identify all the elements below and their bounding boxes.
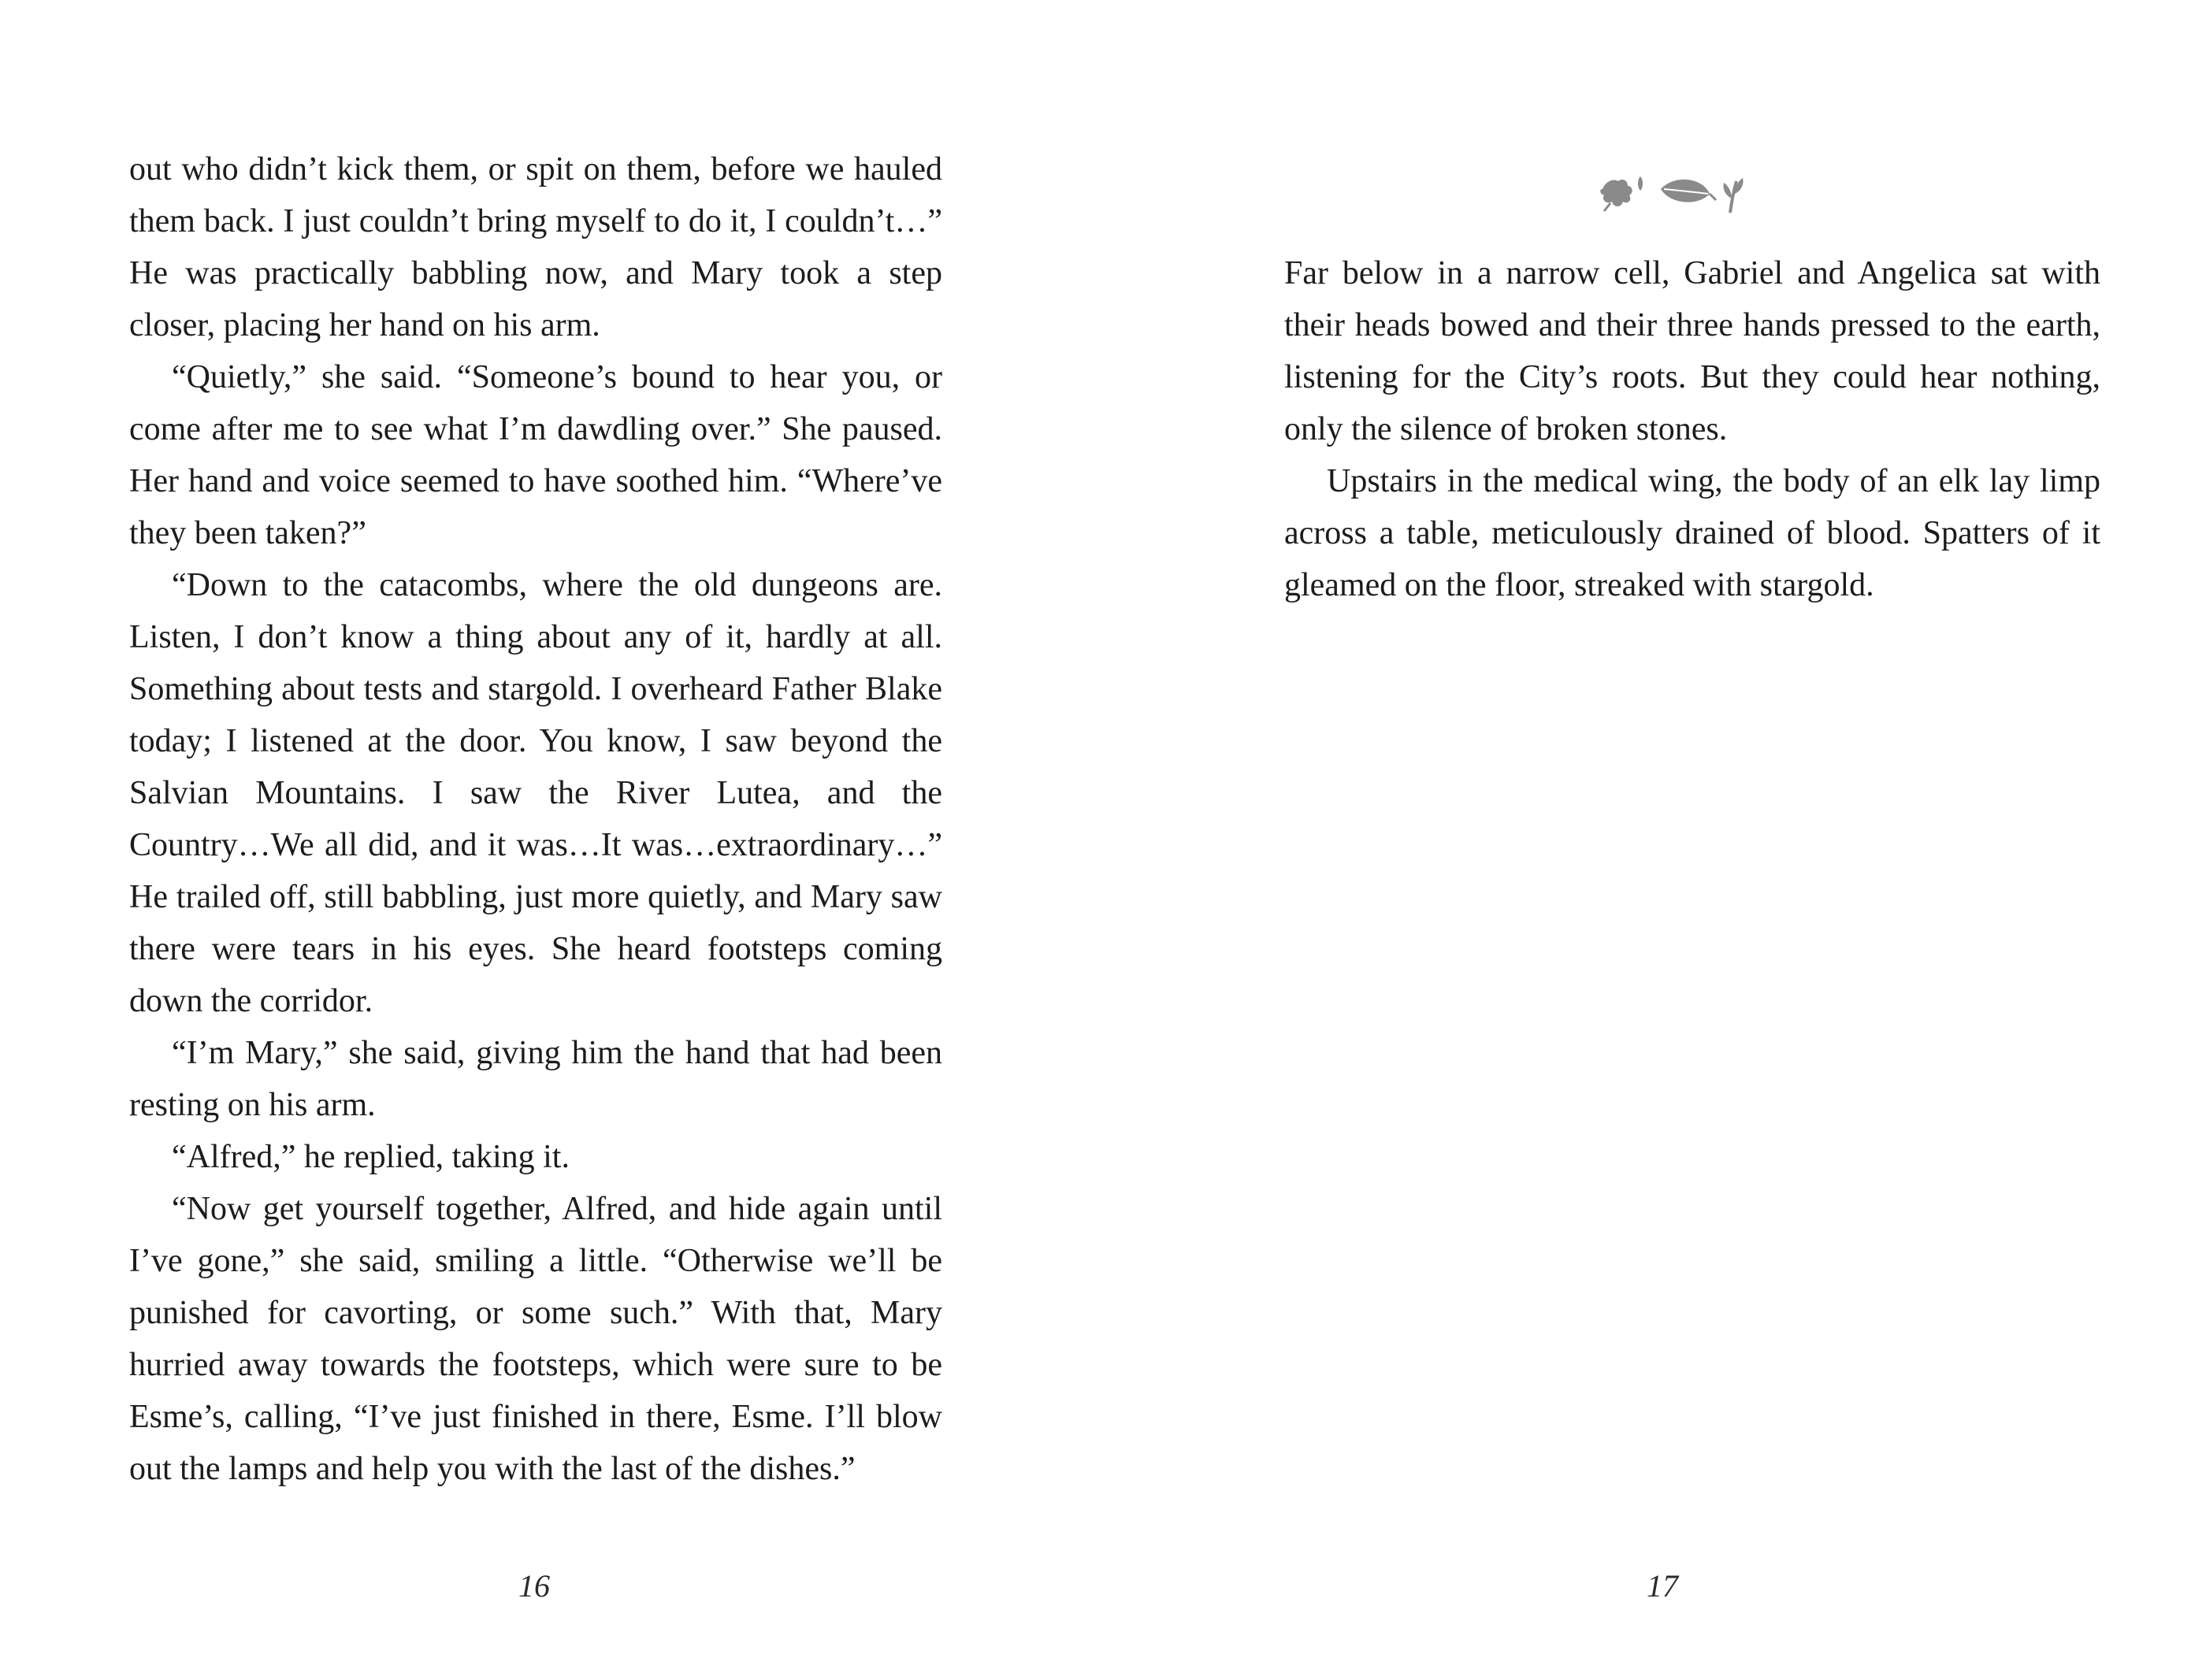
- leaf-ornament-icon: [1591, 165, 1749, 221]
- page-number: 17: [1647, 1568, 1678, 1604]
- paragraph: “Down to the catacombs, where the old dungeons are. Listen, I don’t know a thing about any of it, hardly at all. Something about tests and stargold. I overheard Father Blake today; I listened at the door. You know, I saw beyond the Salvian Mountains. I saw the River Lutea, and the Country…We all did, and it was…It was…extraordinary…” He trailed off, still babbling, just more quietly, and Mary saw there were tears in his eyes. She heard footsteps coming down the corridor.: [129, 567, 942, 1019]
- paragraph: “I’m Mary,” she said, giving him the hand that had been resting on his arm.: [129, 1035, 942, 1123]
- paragraph: Far below in a narrow cell, Gabriel and Angelica sat with their heads bowed and their three hands pressed to the earth, listening for the City’s roots. But they could hear nothing, only the silence of broken stones.: [1284, 255, 2100, 447]
- page-number: 16: [518, 1568, 550, 1604]
- paragraph: “Alfred,” he replied, taking it.: [172, 1139, 570, 1175]
- paragraph: “Quietly,” she said. “Someone’s bound to hear you, or come after me to see what I’m dawdling over.” She paused. Her hand and voice seemed to have soothed him. “Where’ve they been taken?”: [129, 359, 942, 551]
- paragraph: Upstairs in the medical wing, the body of an elk lay limp across a table, meticulously drained of blood. Spatters of it gleamed on the floor, streaked with stargold.: [1284, 463, 2100, 603]
- paragraph: out who didn’t kick them, or spit on them, before we hauled them back. I just couldn’t bring myself to do it, I couldn’t…” He was practically babbling now, and Mary took a step closer, placing her hand on his arm.: [129, 151, 942, 343]
- right-page-text: [1284, 247, 2100, 611]
- paragraph: “Now get yourself together, Alfred, and hide again until I’ve gone,” she said, smiling a little. “Otherwise we’ll be punished for cavorting, or some such.” With that, Mary hurried away towards the footsteps, which were sure to be Esme’s, calling, “I’ve just finished in there, Esme. I’ll blow out the lamps and help you with the last of the dishes.”: [129, 1191, 942, 1487]
- right-page: [1103, 0, 2206, 1680]
- left-page-text: [129, 143, 942, 1495]
